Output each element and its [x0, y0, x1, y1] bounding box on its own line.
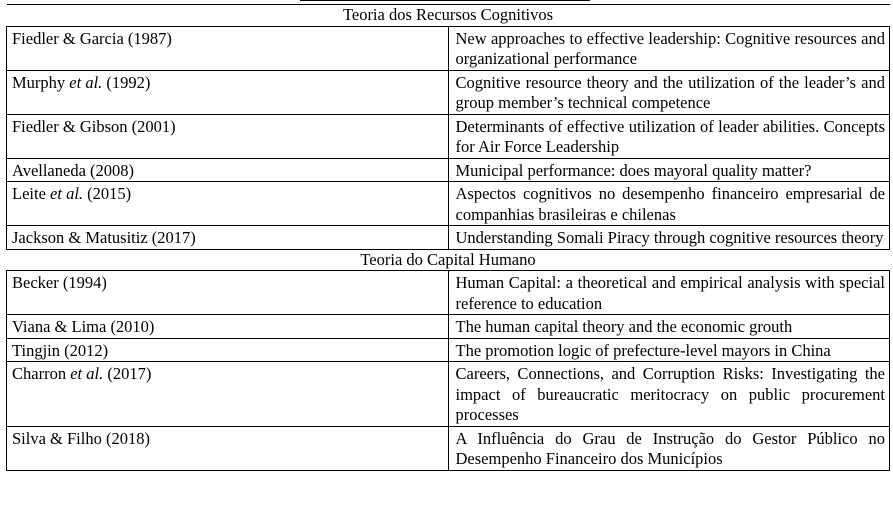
table-row: [7, 226, 890, 250]
author-name: Fiedler & Gibson: [12, 116, 128, 136]
section-header-row: [7, 249, 890, 271]
author-cell: [7, 338, 449, 362]
author-cell: [7, 182, 449, 226]
publication-year: (1992): [106, 72, 151, 92]
table-row: [7, 26, 890, 70]
table-row: [7, 70, 890, 114]
author-cell: [7, 70, 449, 114]
author-name: Tingjin: [12, 340, 61, 360]
author-name: Jackson & Matusitiz: [12, 228, 148, 247]
work-title: A Influência do Grau de Instrução do Gestor Público no Desempenho Financeiro dos Municípios: [448, 426, 890, 470]
author-name: Viana & Lima: [12, 317, 107, 336]
author-cell: [7, 362, 449, 427]
publication-year: (2012): [64, 340, 109, 360]
et-al: et al.: [69, 72, 103, 92]
work-title: Careers, Connections, and Corruption Risks: Investigating the impact of bureaucratic meritocracy on public procurement processes: [448, 362, 890, 427]
table-row: [7, 338, 890, 362]
author-cell: [7, 114, 449, 158]
author-cell: [7, 26, 449, 70]
section-heading: Teoria do Capital Humano: [7, 249, 890, 271]
publication-year: (2010): [110, 317, 155, 336]
section-heading: Teoria dos Recursos Cognitivos: [7, 5, 890, 27]
work-title: Determinants of effective utilization of leader abilities. Concepts for Air Force Leadership: [448, 114, 890, 158]
author-name: Avellaneda: [12, 160, 86, 180]
references-table: [6, 4, 890, 471]
author-name: Silva & Filho: [12, 428, 102, 448]
publication-year: (2018): [105, 428, 150, 448]
work-title: Aspectos cognitivos no desempenho financeiro empresarial de companhias brasileiras e chilenas: [448, 182, 890, 226]
publication-year: (2001): [131, 116, 176, 136]
table-row: [7, 114, 890, 158]
section-header-row: [7, 5, 890, 27]
work-title: Municipal performance: does mayoral quality matter?: [448, 158, 890, 182]
table-row: [7, 271, 890, 315]
et-al: et al.: [50, 184, 84, 203]
table-row: [7, 362, 890, 427]
publication-year: (2017): [107, 364, 152, 383]
author-cell: [7, 315, 449, 339]
author-cell: [7, 226, 449, 250]
publication-year: (2017): [151, 228, 196, 247]
table-row: [7, 315, 890, 339]
publication-year: (2008): [90, 160, 135, 180]
publication-year: (1994): [62, 273, 107, 292]
table-row: [7, 426, 890, 470]
work-title: Human Capital: a theoretical and empirical analysis with special reference to education: [448, 271, 890, 315]
author-name: Leite: [12, 184, 46, 203]
table-row: [7, 158, 890, 182]
et-al: et al.: [70, 364, 104, 383]
author-cell: [7, 158, 449, 182]
author-cell: [7, 271, 449, 315]
author-name: Charron: [12, 364, 67, 383]
table-body: [7, 5, 890, 471]
publication-year: (2015): [87, 184, 132, 203]
work-title: New approaches to effective leadership: Cognitive resources and organizational performance: [448, 26, 890, 70]
work-title: Understanding Somali Piracy through cognitive resources theory: [448, 226, 890, 250]
author-name: Fiedler & Garcia: [12, 28, 124, 48]
author-cell: [7, 426, 449, 470]
publication-year: (1987): [127, 28, 172, 48]
author-name: Murphy: [12, 72, 66, 92]
work-title: The promotion logic of prefecture-level mayors in China: [448, 338, 890, 362]
table-row: [7, 182, 890, 226]
work-title: Cognitive resource theory and the utilization of the leader’s and group member’s technical competence: [448, 70, 890, 114]
work-title: The human capital theory and the economic grouth: [448, 315, 890, 339]
table-top-rule: [300, 0, 590, 1]
author-name: Becker: [12, 273, 59, 292]
